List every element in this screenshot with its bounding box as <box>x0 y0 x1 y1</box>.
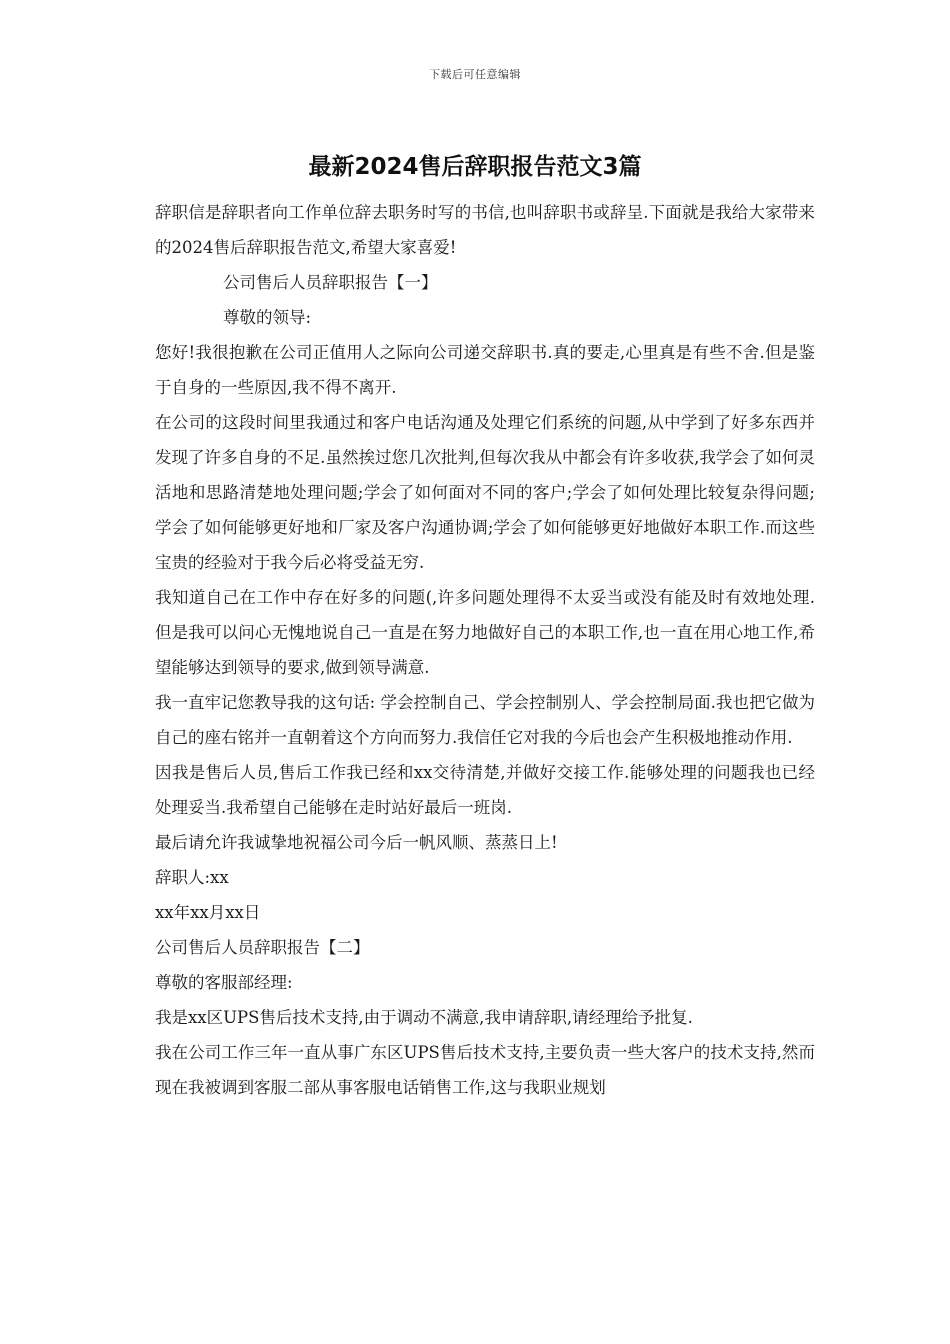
paragraph: 最后请允许我诚挚地祝福公司今后一帆风顺、蒸蒸日上! <box>155 833 558 852</box>
document-title: 最新2024售后辞职报告范文3篇 <box>308 154 642 180</box>
paragraph: 在公司的这段时间里我通过和客户电话沟通及处理它们系统的问题,从中学到了好多东西并发现了许多自身的不足.虽然挨过您几次批判,但每次我从中都会有许多收获,我学会了如何灵活地和思路清楚地处理问题;学会了如何面对不同的客户;学会了如何处理比较复杂得问题;学会了如何能够更好地和厂家及客户沟通协调;学会了如何能够更好地做好本职工作.而这些宝贵的经验对于我今后必将受益无穷. <box>155 413 815 572</box>
document-body <box>145 195 815 1105</box>
paragraph: 公司售后人员辞职报告【一】 <box>223 273 438 292</box>
paragraph: 尊敬的领导: <box>223 308 312 327</box>
paragraph: 我一直牢记您教导我的这句话: 学会控制自己、学会控制别人、学会控制局面.我也把它做为自己的座右铭并一直朝着这个方向而努力.我信任它对我的今后也会产生积极地推动作用. <box>155 693 815 747</box>
paragraph: xx年xx月xx日 <box>155 903 261 922</box>
paragraph: 公司售后人员辞职报告【二】 <box>155 938 370 957</box>
header-note: 下载后可任意编辑 <box>429 68 521 81</box>
paragraph: 我在公司工作三年一直从事广东区UPS售后技术支持,主要负责一些大客户的技术支持,然而现在我被调到客服二部从事客服电话销售工作,这与我职业规划 <box>155 1043 815 1097</box>
paragraph: 我知道自己在工作中存在好多的问题(,许多问题处理得不太妥当或没有能及时有效地处理.但是我可以问心无愧地说自己一直是在努力地做好自己的本职工作,也一直在用心地工作,希望能够达到领导的要求,做到领导满意. <box>155 588 815 677</box>
paragraph: 因我是售后人员,售后工作我已经和xx交待清楚,并做好交接工作.能够处理的问题我也已经处理妥当.我希望自己能够在走时站好最后一班岗. <box>155 763 815 817</box>
paragraph: 辞职人:xx <box>155 868 229 887</box>
paragraph: 我是xx区UPS售后技术支持,由于调动不满意,我申请辞职,请经理给予批复. <box>155 1008 693 1027</box>
paragraph: 辞职信是辞职者向工作单位辞去职务时写的书信,也叫辞职书或辞呈.下面就是我给大家带来的2024售后辞职报告范文,希望大家喜爱! <box>155 203 815 257</box>
paragraph: 尊敬的客服部经理: <box>155 973 293 992</box>
paragraph: 您好!我很抱歉在公司正值用人之际向公司递交辞职书.真的要走,心里真是有些不舍.但是鉴于自身的一些原因,我不得不离开. <box>155 343 815 397</box>
